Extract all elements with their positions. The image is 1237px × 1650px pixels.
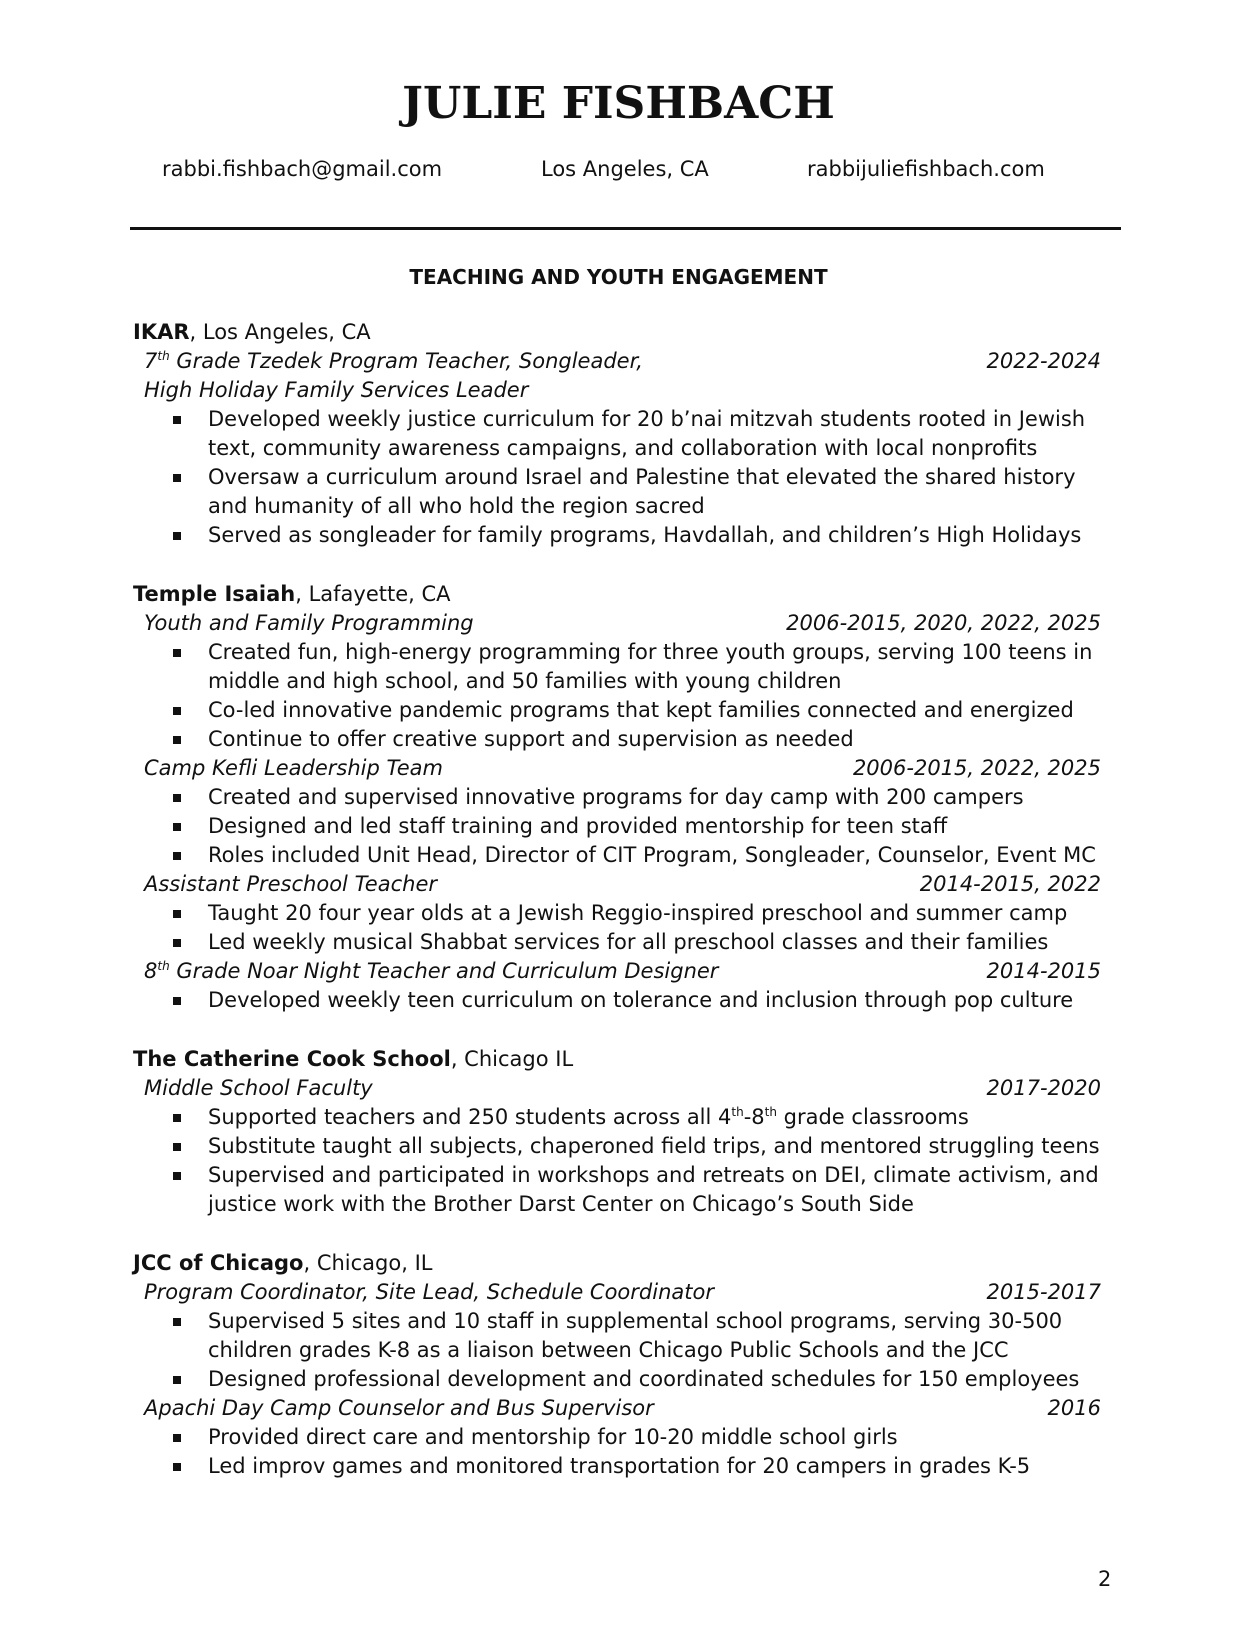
- org-heading: [133, 1249, 1123, 1278]
- bullet-marker: [173, 910, 181, 918]
- role-line: [133, 609, 1123, 638]
- bullet-marker: [173, 416, 181, 424]
- page-number: 2: [1098, 1567, 1112, 1591]
- resume-name: JULIE FISHBACH: [402, 78, 835, 129]
- role-title-continued: High Holiday Family Services Leader: [144, 378, 529, 402]
- bullet-list: [133, 1307, 1123, 1394]
- role-dates: 2014-2015, 2022: [919, 872, 1101, 896]
- bullet-marker: [173, 1376, 181, 1384]
- bullet-item: Provided direct care and mentorship for 10-20 middle school girls: [133, 1423, 1123, 1452]
- role-line: [133, 754, 1123, 783]
- bullet-marker: [173, 939, 181, 947]
- bullet-item: Developed weekly justice curriculum for 20 b’nai mitzvah students rooted in Jewish text, community awareness campaigns, and collaboration with local nonprofits: [133, 405, 1123, 463]
- org-name: IKAR: [133, 320, 190, 344]
- bullet-marker: [173, 1318, 181, 1326]
- header-divider: [130, 227, 1121, 230]
- role-title: Youth and Family Programming: [144, 611, 474, 635]
- role-dates: 2022-2024: [986, 349, 1101, 373]
- experience-list: [133, 318, 1123, 1481]
- role-dates: 2017-2020: [986, 1076, 1101, 1100]
- role-ordinal: 8: [144, 959, 158, 983]
- role-title: Apachi Day Camp Counselor and Bus Supervisor: [144, 1396, 654, 1420]
- role-line: [133, 1278, 1123, 1307]
- bullet-marker: [173, 1143, 181, 1151]
- bullet-marker: [173, 707, 181, 715]
- org-name: Temple Isaiah: [133, 582, 296, 606]
- bullet-list: [133, 899, 1123, 957]
- bullet-item: Continue to offer creative support and supervision as needed: [133, 725, 1123, 754]
- bullet-item: Designed professional development and coordinated schedules for 150 employees: [133, 1365, 1123, 1394]
- org-location: , Chicago IL: [450, 1047, 574, 1071]
- bullet-item: Led improv games and monitored transportation for 20 campers in grades K-5: [133, 1452, 1123, 1481]
- role-title: Grade Noar Night Teacher and Curriculum Designer: [169, 959, 719, 983]
- role-line: [133, 870, 1123, 899]
- role-title: Assistant Preschool Teacher: [144, 872, 437, 896]
- role-ordinal-suffix: th: [157, 959, 170, 973]
- bullet-marker: [173, 1434, 181, 1442]
- bullet-list: [133, 1103, 1123, 1219]
- bullet-marker: [173, 532, 181, 540]
- org-location: , Chicago, IL: [303, 1251, 433, 1275]
- role-title: Grade Tzedek Program Teacher, Songleader,: [169, 349, 643, 373]
- bullet-item: Supported teachers and 250 students across all 4th-8th grade classrooms: [133, 1103, 1123, 1132]
- role-dates: 2006-2015, 2022, 2025: [852, 756, 1101, 780]
- bullet-item: Developed weekly teen curriculum on tolerance and inclusion through pop culture: [133, 986, 1123, 1015]
- bullet-item: Supervised 5 sites and 10 staff in supplemental school programs, serving 30-500 children grades K-8 as a liaison between Chicago Public Schools and the JCC: [133, 1307, 1123, 1365]
- bullet-marker: [173, 852, 181, 860]
- bullet-item: Designed and led staff training and provided mentorship for teen staff: [133, 812, 1123, 841]
- role-line: [133, 1394, 1123, 1423]
- org-name: The Catherine Cook School: [133, 1047, 451, 1071]
- bullet-marker: [173, 736, 181, 744]
- bullet-item: Led weekly musical Shabbat services for all preschool classes and their families: [133, 928, 1123, 957]
- role-line: [133, 957, 1123, 986]
- bullet-marker: [173, 649, 181, 657]
- bullet-item: Roles included Unit Head, Director of CIT Program, Songleader, Counselor, Event MC: [133, 841, 1123, 870]
- org-location: , Los Angeles, CA: [189, 320, 371, 344]
- contact-website: rabbijuliefishbach.com: [807, 157, 1045, 181]
- bullet-item: Created and supervised innovative programs for day camp with 200 campers: [133, 783, 1123, 812]
- bullet-marker: [173, 997, 181, 1005]
- org-heading: [133, 1045, 1123, 1074]
- bullet-list: [133, 783, 1123, 870]
- bullet-item: Served as songleader for family programs, Havdallah, and children’s High Holidays: [133, 521, 1123, 550]
- role-dates: 2015-2017: [986, 1280, 1101, 1304]
- section-title: TEACHING AND YOUTH ENGAGEMENT: [409, 265, 828, 289]
- bullet-marker: [173, 823, 181, 831]
- bullet-item: Supervised and participated in workshops and retreats on DEI, climate activism, and justice work with the Brother Darst Center on Chicago’s South Side: [133, 1161, 1123, 1219]
- role-line: [133, 376, 1123, 405]
- bullet-item: Taught 20 four year olds at a Jewish Reggio-inspired preschool and summer camp: [133, 899, 1123, 928]
- bullet-marker: [173, 1172, 181, 1180]
- bullet-list: [133, 1423, 1123, 1481]
- org-name: JCC of Chicago: [133, 1251, 304, 1275]
- role-line: [133, 1074, 1123, 1103]
- bullet-list: [133, 986, 1123, 1015]
- bullet-item: Co-led innovative pandemic programs that kept families connected and energized: [133, 696, 1123, 725]
- org-heading: [133, 580, 1123, 609]
- org-location: , Lafayette, CA: [295, 582, 451, 606]
- role-title: Camp Kefli Leadership Team: [144, 756, 443, 780]
- role-dates: 2016: [1047, 1396, 1101, 1420]
- org-heading: [133, 318, 1123, 347]
- role-title: Program Coordinator, Site Lead, Schedule Coordinator: [144, 1280, 714, 1304]
- bullet-marker: [173, 474, 181, 482]
- role-line: [133, 347, 1123, 376]
- role-ordinal: 7: [144, 349, 158, 373]
- bullet-marker: [173, 794, 181, 802]
- bullet-marker: [173, 1463, 181, 1471]
- bullet-item: Created fun, high-energy programming for three youth groups, serving 100 teens in middle and high school, and 50 families with young children: [133, 638, 1123, 696]
- role-ordinal-suffix: th: [157, 349, 170, 363]
- role-dates: 2006-2015, 2020, 2022, 2025: [786, 611, 1101, 635]
- contact-email: rabbi.fishbach@gmail.com: [162, 157, 443, 181]
- bullet-list: [133, 638, 1123, 754]
- role-dates: 2014-2015: [986, 959, 1101, 983]
- bullet-marker: [173, 1114, 181, 1122]
- role-title: Middle School Faculty: [144, 1076, 373, 1100]
- bullet-item: Substitute taught all subjects, chaperoned field trips, and mentored struggling teens: [133, 1132, 1123, 1161]
- bullet-list: [133, 405, 1123, 550]
- contact-location: Los Angeles, CA: [541, 157, 709, 181]
- bullet-item: Oversaw a curriculum around Israel and Palestine that elevated the shared history and humanity of all who hold the region sacred: [133, 463, 1123, 521]
